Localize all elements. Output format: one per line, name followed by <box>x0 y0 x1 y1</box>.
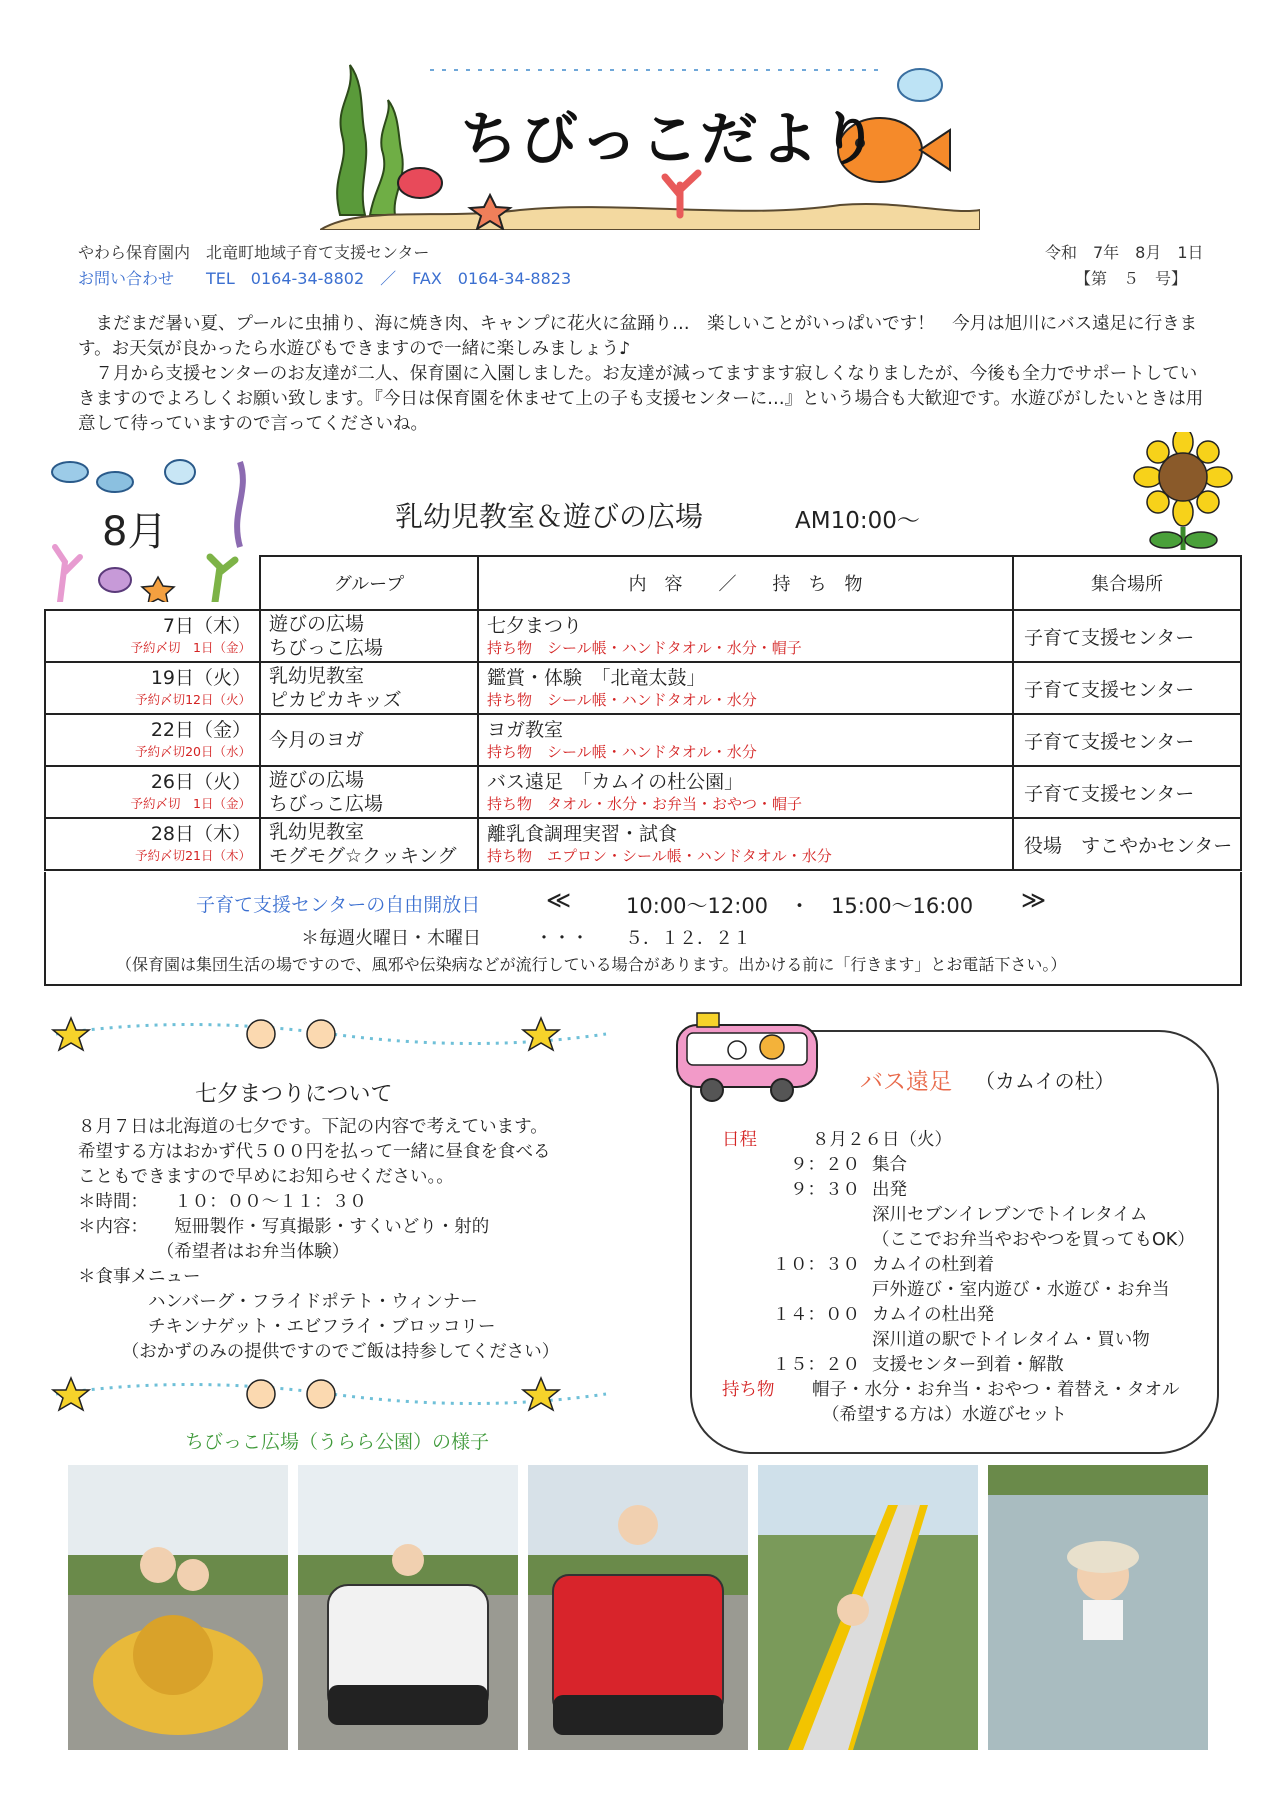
tanabata-line: ＊内容： 短冊製作・写真撮影・すくいどり・射的 <box>78 1217 490 1237</box>
step-time: ９：２０ <box>790 1155 860 1175</box>
tanabata-line: ＊時間： １０：００～１１：３０ <box>78 1192 367 1212</box>
bus-trip-items-note: （希望する方は）水遊びセット <box>822 1405 1067 1425</box>
table-row <box>45 662 1241 714</box>
bus-illustration <box>672 1005 822 1105</box>
event-items: 持ち物 エプロン・シール帳・ハンドタオル・水分 <box>487 847 832 865</box>
tanabata-line: ＊食事メニュー <box>78 1267 201 1287</box>
event-content: 離乳食調理実習・試食 <box>487 823 678 845</box>
content-header: 内 容 ／ 持 ち 物 <box>478 556 1013 610</box>
step-text: 出発 <box>872 1180 907 1200</box>
tanabata-line: ハンバーグ・フライドポテト・ウィンナー <box>78 1292 478 1312</box>
step-text: 集合 <box>872 1155 907 1175</box>
place-header: 集合場所 <box>1013 556 1241 610</box>
group-name: 乳幼児教室 <box>269 665 365 687</box>
contact-info: お問い合わせ TEL 0164-34-8802 ／ FAX 0164-34-8823 <box>78 269 572 288</box>
free-open-day-label: 子育て支援センターの自由開放日 <box>196 894 481 916</box>
event-content: バス遠足 「カムイの杜公園」 <box>487 771 744 793</box>
event-date: 19日（火） <box>150 667 251 689</box>
issue-number: 【第 ５ 号】 <box>1075 269 1188 288</box>
event-items: 持ち物 シール帳・ハンドタオル・水分 <box>487 743 757 761</box>
group-name: 遊びの広場 <box>269 769 365 791</box>
free-open-day-box <box>44 872 1242 986</box>
photo-slide <box>758 1465 978 1750</box>
free-open-note: （保育園は集団生活の場ですので、風邪や伝染病などが流行している場合があります。出かける前に「行きます」とお電話下さい。） <box>116 955 1067 974</box>
event-content: ヨガ教室 <box>487 719 564 741</box>
left-angle-icon: ≪ <box>546 886 572 914</box>
newsletter-title: ちびっこだより <box>460 105 881 173</box>
schedule-time: AM10:00～ <box>795 508 920 534</box>
step-text: （ここでお弁当やおやつを買ってもOK） <box>872 1230 1195 1250</box>
event-content: 七夕まつり <box>487 615 583 637</box>
tanabata-line: （おかずのみの提供ですのでご飯は持参してください） <box>78 1342 560 1362</box>
photo-fire-truck <box>528 1465 748 1750</box>
event-place: 子育て支援センター <box>1013 662 1241 714</box>
intro-paragraph: まだまだ暑い夏、プールに虫捕り、海に焼き肉、キャンプに花火に盆踊り… 楽しいことがいっぱいです！ 今月は旭川にバス遠足に行きます。お天気が良かったら水遊びもできますので一緒に楽しみましょう♪ <box>78 314 1198 359</box>
items-label: 持ち物 <box>722 1380 775 1400</box>
photo-water-play <box>988 1465 1208 1750</box>
bus-trip-subtitle: （カムイの杜） <box>975 1069 1115 1093</box>
group-header: グループ <box>260 556 478 610</box>
table-row <box>45 818 1241 870</box>
intro-text <box>78 312 1208 437</box>
bus-trip-items: 帽子・水分・お弁当・おやつ・着替え・タオル <box>812 1380 1180 1400</box>
photo-patrol-car <box>298 1465 518 1750</box>
group-name: 今月のヨガ <box>269 729 365 751</box>
tanabata-line: こともできますので早めにお知らせください。。 <box>78 1167 454 1187</box>
step-time: ９：３０ <box>790 1180 860 1200</box>
table-row <box>45 610 1241 662</box>
event-date: 26日（火） <box>150 771 251 793</box>
step-text: 支援センター到着・解散 <box>872 1355 1064 1375</box>
step-text: 深川道の駅でトイレタイム・買い物 <box>872 1330 1150 1350</box>
event-place: 子育て支援センター <box>1013 714 1241 766</box>
sunflower-illustration <box>1128 432 1238 550</box>
tanabata-decoration-top <box>46 1010 616 1058</box>
free-open-hours: 10:00～12:00 ・ 15:00～16:00 <box>626 894 974 918</box>
table-row <box>45 766 1241 818</box>
issue-date: 令和 7年 8月 1日 <box>1045 243 1204 262</box>
step-time: １４：００ <box>772 1305 860 1325</box>
bus-trip-date: ８月２６日（火） <box>812 1130 952 1150</box>
tanabata-line: 希望する方はおかず代５００円を払って一緒に昼食を食べる <box>78 1142 551 1162</box>
reservation-deadline: 予約〆切 1日（金） <box>130 640 251 655</box>
reservation-deadline: 予約〆切 1日（金） <box>130 796 251 811</box>
event-items: 持ち物 シール帳・ハンドタオル・水分 <box>487 691 757 709</box>
tanabata-line: チキンナゲット・エビフライ・ブロッコリー <box>78 1317 496 1337</box>
bus-trip-title: バス遠足 <box>860 1069 952 1095</box>
group-subname: ちびっこ広場 <box>269 637 384 659</box>
tanabata-line: （希望者はお弁当体験） <box>78 1242 350 1262</box>
photos-caption: ちびっこ広場（うらら公園）の様子 <box>185 1431 490 1453</box>
step-text: カムイの杜出発 <box>872 1305 995 1325</box>
group-subname: ピカピカキッズ <box>269 689 402 711</box>
schedule-table <box>44 555 1242 871</box>
free-open-days: ＊毎週火曜日・木曜日 ・・・ ５．１２．２１ <box>301 928 751 949</box>
step-text: 深川セブンイレブンでトイレタイム <box>872 1205 1148 1225</box>
event-place: 子育て支援センター <box>1013 766 1241 818</box>
schedule-label: 日程 <box>722 1130 757 1150</box>
bus-trip-schedule <box>722 1128 1202 1428</box>
event-content: 鑑賞・体験 「北竜太鼓」 <box>487 667 706 689</box>
organization-name: やわら保育園内 北竜町地域子育て支援センター <box>78 243 430 262</box>
event-place: 子育て支援センター <box>1013 610 1241 662</box>
schedule-title: 乳幼児教室＆遊びの広場 <box>395 500 704 533</box>
event-place: 役場 すこやかセンター <box>1013 818 1241 870</box>
tanabata-line: ８月７日は北海道の七夕です。下記の内容で考えています。 <box>78 1117 548 1137</box>
step-text: カムイの杜到着 <box>872 1255 995 1275</box>
intro-paragraph: ７月から支援センターのお友達が二人、保育園に入園しました。お友達が減ってますます寂しくなりましたが、今後も全力でサポートしていきますのでよろしくお願い致します。『今日は保育園を休ませて上の子も支援センターに…』という場合も大歓迎です。水遊びがしたいときは用意して待っていますので言ってくださいね。 <box>78 364 1204 434</box>
tanabata-body <box>78 1115 658 1365</box>
step-time: １５：２０ <box>772 1355 860 1375</box>
group-subname: ちびっこ広場 <box>269 793 384 815</box>
group-name: 乳幼児教室 <box>269 821 365 843</box>
event-items: 持ち物 タオル・水分・お弁当・おやつ・帽子 <box>487 795 803 813</box>
step-text: 戸外遊び・室内遊び・水遊び・お弁当 <box>872 1280 1170 1300</box>
schedule-month: 8月 <box>102 509 168 555</box>
reservation-deadline: 予約〆切20日（水） <box>135 744 251 759</box>
tanabata-decoration-bottom <box>46 1370 616 1418</box>
date-header <box>45 556 260 610</box>
reservation-deadline: 予約〆切12日（火） <box>135 692 251 707</box>
event-date: 28日（木） <box>150 823 251 845</box>
group-subname: モグモグ☆クッキング <box>269 845 457 867</box>
right-angle-icon: ≫ <box>1021 886 1047 914</box>
table-row <box>45 714 1241 766</box>
event-items: 持ち物 シール帳・ハンドタオル・水分・帽子 <box>487 639 802 657</box>
event-date: 7日（木） <box>162 615 251 637</box>
tanabata-title: 七夕まつりについて <box>195 1082 393 1107</box>
reservation-deadline: 予約〆切21日（木） <box>135 848 251 863</box>
photo-lion-car <box>68 1465 288 1750</box>
step-time: １０：３０ <box>772 1255 860 1275</box>
group-name: 遊びの広場 <box>269 613 365 635</box>
event-date: 22日（金） <box>150 719 251 741</box>
